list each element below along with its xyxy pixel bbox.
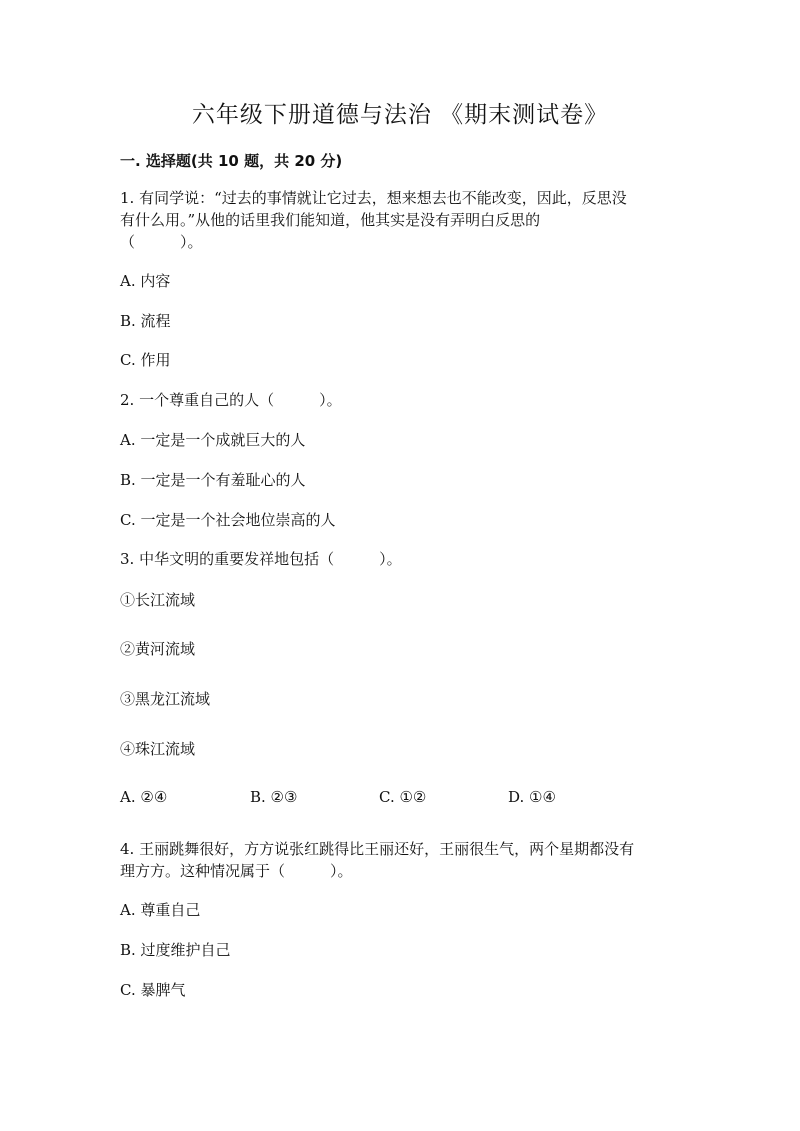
q3-stem: 3. 中华文明的重要发祥地包括（ ）。 [120, 550, 402, 568]
q3-statement-1: ①长江流域 [120, 591, 196, 609]
q4-stem-line-2: 理方方。这种情况属于（ ）。 [120, 862, 353, 880]
q1-option-c: C. 作用 [120, 351, 171, 369]
q2-option-c: C. 一定是一个社会地位崇高的人 [120, 511, 336, 529]
q3-statement-4: ④珠江流域 [120, 740, 196, 758]
q3-option-b: B. ②③ [250, 788, 298, 806]
q3-option-c: C. ①② [379, 788, 427, 806]
q3-statement-3: ③黑龙江流域 [120, 690, 211, 708]
q4-option-b: B. 过度维护自己 [120, 941, 231, 959]
q1-stem-line-2: 有什么用。”从他的话里我们能知道，他其实是没有弄明白反思的 [120, 211, 541, 229]
page-title: 六年级下册道德与法治 《期末测试卷》 [191, 102, 609, 128]
q2-option-b: B. 一定是一个有羞耻心的人 [120, 471, 306, 489]
q4-stem-line-1: 4. 王丽跳舞很好，方方说张红跳得比王丽还好，王丽很生气，两个星期都没有 [120, 840, 635, 858]
q3-option-d: D. ①④ [508, 788, 556, 806]
q2-option-a: A. 一定是一个成就巨大的人 [120, 431, 306, 449]
q4-option-a: A. 尊重自己 [120, 901, 201, 919]
q1-stem-line-1: 1. 有同学说：“过去的事情就让它过去，想来想去也不能改变，因此，反思没 [120, 189, 627, 207]
q4-option-c: C. 暴脾气 [120, 981, 186, 999]
q1-option-a: A. 内容 [120, 272, 171, 290]
q1-stem-line-3: （ ）。 [120, 233, 203, 251]
q3-statement-2: ②黄河流域 [120, 640, 196, 658]
section-heading: 一. 选择题(共 10 题，共 20 分) [120, 152, 343, 170]
q3-option-a: A. ②④ [120, 788, 168, 806]
q2-stem: 2. 一个尊重自己的人（ ）。 [120, 391, 342, 409]
q1-option-b: B. 流程 [120, 312, 171, 330]
